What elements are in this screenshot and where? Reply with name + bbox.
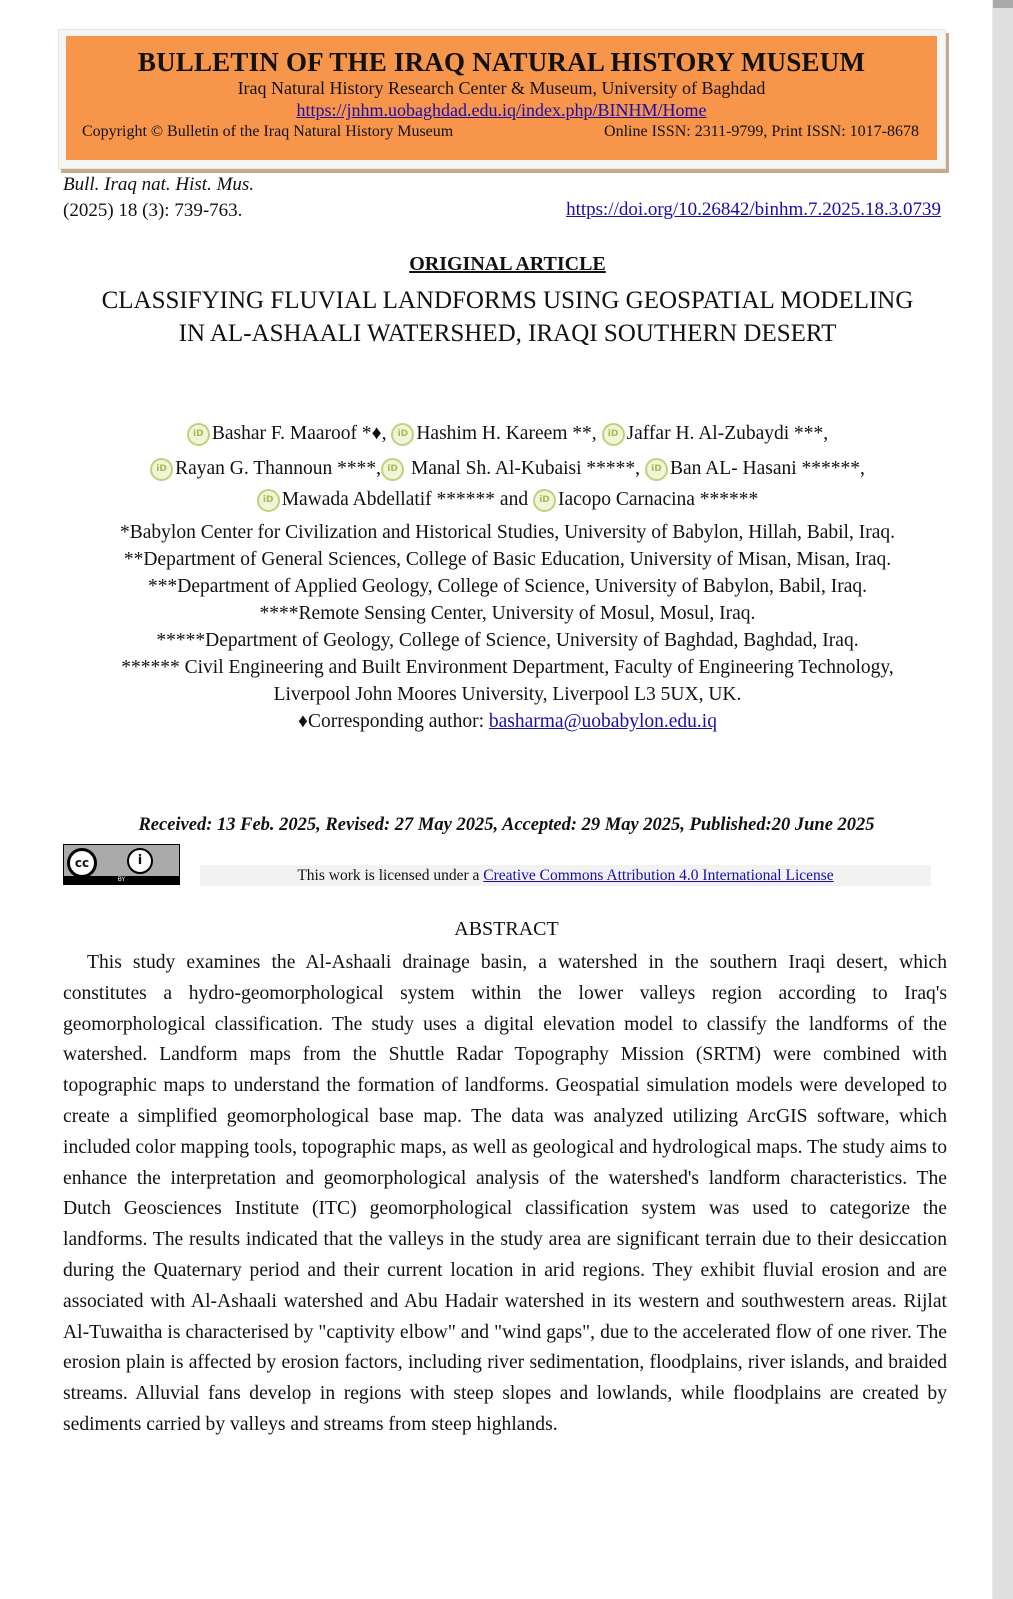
- orcid-icon[interactable]: iD: [602, 423, 625, 446]
- vertical-scrollbar[interactable]: [992, 0, 1013, 1599]
- cc-by-badge[interactable]: [63, 844, 180, 885]
- license-notice: [200, 865, 931, 886]
- affiliation: ****** Civil Engineering and Built Environment Department, Faculty of Engineering Technology, Liverpool John Moores University, Liverpool L3 5UX, UK.: [121, 657, 894, 705]
- doi-link[interactable]: https://doi.org/10.26842/binhm.7.2025.18.3.0739: [566, 199, 941, 220]
- orcid-icon[interactable]: iD: [381, 458, 404, 481]
- copyright-text: Copyright © Bulletin of the Iraq Natural History Museum: [82, 123, 454, 140]
- journal-abbrev: Bull. Iraq nat. Hist. Mus.: [63, 174, 255, 195]
- cc-icon: cc: [67, 848, 97, 878]
- author-name: Mawada Abdellatif ****** and: [281, 489, 529, 510]
- abstract-text: This study examines the Al-Ashaali drainage basin, a watershed in the southern Iraqi desert, which constitutes a hydro-geomorphological system within the lower valleys region according to Iraq's geomorphological classification. The study uses a digital elevation model to classify the landforms of the watershed. Landform maps from the Shuttle Radar Topography Mission (SRTM) were combined with topographic maps to understand the formation of landforms. Geospatial simulation models were developed to create a simplified geomorphological base map. The data was analyzed utilizing ArcGIS software, which included color mapping tools, topographic maps, as well as geological and hydrological maps. The study aims to enhance the interpretation and geomorphological analysis of the watershed's landform characteristics. The Dutch Geosciences Institute (ITC) geomorphological classification system was used to categorize the landforms. The results indicated that the valleys in the study area are significant terrain due to their desiccation during the Quaternary period and their current location in arid regions. They exhibit fluvial erosion and are associated with Al-Ashaali watershed and Abu Hadair watershed in its western and southwestern areas. Rijlat Al-Tuwaitha is characterised by "captivity elbow" and "wind gaps", due to the accelerated flow of one river. The erosion plain is affected by erosion factors, including river sedimentation, floodplains, river islands, and braided streams. Alluvial fans develop in regions with steep slopes and lowlands, while floodplains are created by sediments carried by valleys and streams from steep highlands.: [63, 952, 947, 1435]
- author-name: Rayan G. Thannoun ****,: [175, 458, 382, 479]
- scrollbar-thumb[interactable]: [993, 0, 1013, 8]
- article-title: CLASSIFYING FLUVIAL LANDFORMS USING GEOSPATIAL MODELING IN AL-ASHAALI WATERSHED, IRAQI SOUTHERN DESERT: [101, 287, 914, 347]
- affiliation: *****Department of Geology, College of Science, University of Baghdad, Baghdad, Iraq.: [156, 630, 859, 651]
- citation: [63, 172, 254, 224]
- author-name: Iacopo Carnacina ******: [557, 489, 759, 510]
- issn-text: Online ISSN: 2311-9799, Print ISSN: 1017-8678: [604, 123, 919, 140]
- author-name: Jaffar H. Al-Zubaydi ***,: [626, 423, 829, 444]
- journal-header-frame: [58, 29, 946, 169]
- article-type: ORIGINAL ARTICLE: [409, 253, 606, 275]
- abstract-heading: ABSTRACT: [454, 918, 559, 940]
- orcid-icon[interactable]: iD: [533, 489, 556, 512]
- author-list: [60, 416, 955, 513]
- journal-institution: Iraq Natural History Research Center & Museum, University of Baghdad: [237, 78, 766, 98]
- orcid-icon[interactable]: iD: [391, 423, 414, 446]
- corresponding-label: ♦Corresponding author:: [298, 711, 489, 732]
- volume-pages: (2025) 18 (3): 739-763.: [63, 200, 243, 221]
- journal-title: BULLETIN OF THE IRAQ NATURAL HISTORY MUSEUM: [137, 47, 866, 77]
- orcid-icon[interactable]: iD: [187, 423, 210, 446]
- attribution-icon: i: [127, 848, 153, 874]
- journal-header: [66, 36, 937, 160]
- affiliation: *Babylon Center for Civilization and Historical Studies, University of Babylon, Hillah, Babil, Iraq.: [120, 522, 895, 543]
- license-link[interactable]: Creative Commons Attribution 4.0 International License: [483, 867, 834, 884]
- license-prefix: This work is licensed under a: [297, 867, 484, 884]
- orcid-icon[interactable]: iD: [645, 458, 668, 481]
- affiliation: ****Remote Sensing Center, University of Mosul, Mosul, Iraq.: [259, 603, 756, 624]
- publication-dates: Received: 13 Feb. 2025, Revised: 27 May 2025, Accepted: 29 May 2025, Published:20 June 2025: [138, 815, 875, 835]
- orcid-icon[interactable]: iD: [150, 458, 173, 481]
- affiliation: **Department of General Sciences, College of Basic Education, University of Misan, Misan, Iraq.: [123, 549, 892, 570]
- author-name: Bashar F. Maaroof *♦,: [211, 423, 387, 444]
- corresponding-author: [60, 708, 955, 735]
- by-label: BY: [64, 876, 179, 884]
- affiliations: [60, 519, 955, 735]
- author-name: Hashim H. Kareem **,: [416, 423, 597, 444]
- journal-url-link[interactable]: https://jnhm.uobaghdad.edu.iq/index.php/BINHM/Home: [296, 100, 707, 120]
- orcid-icon[interactable]: iD: [257, 489, 280, 512]
- author-name: Ban AL- Hasani ******,: [669, 458, 865, 479]
- corresponding-email-link[interactable]: basharma@uobabylon.edu.iq: [488, 711, 717, 732]
- author-name: Manal Sh. Al-Kubaisi *****,: [410, 458, 641, 479]
- affiliation: ***Department of Applied Geology, College of Science, University of Babylon, Babil, Iraq.: [148, 576, 867, 597]
